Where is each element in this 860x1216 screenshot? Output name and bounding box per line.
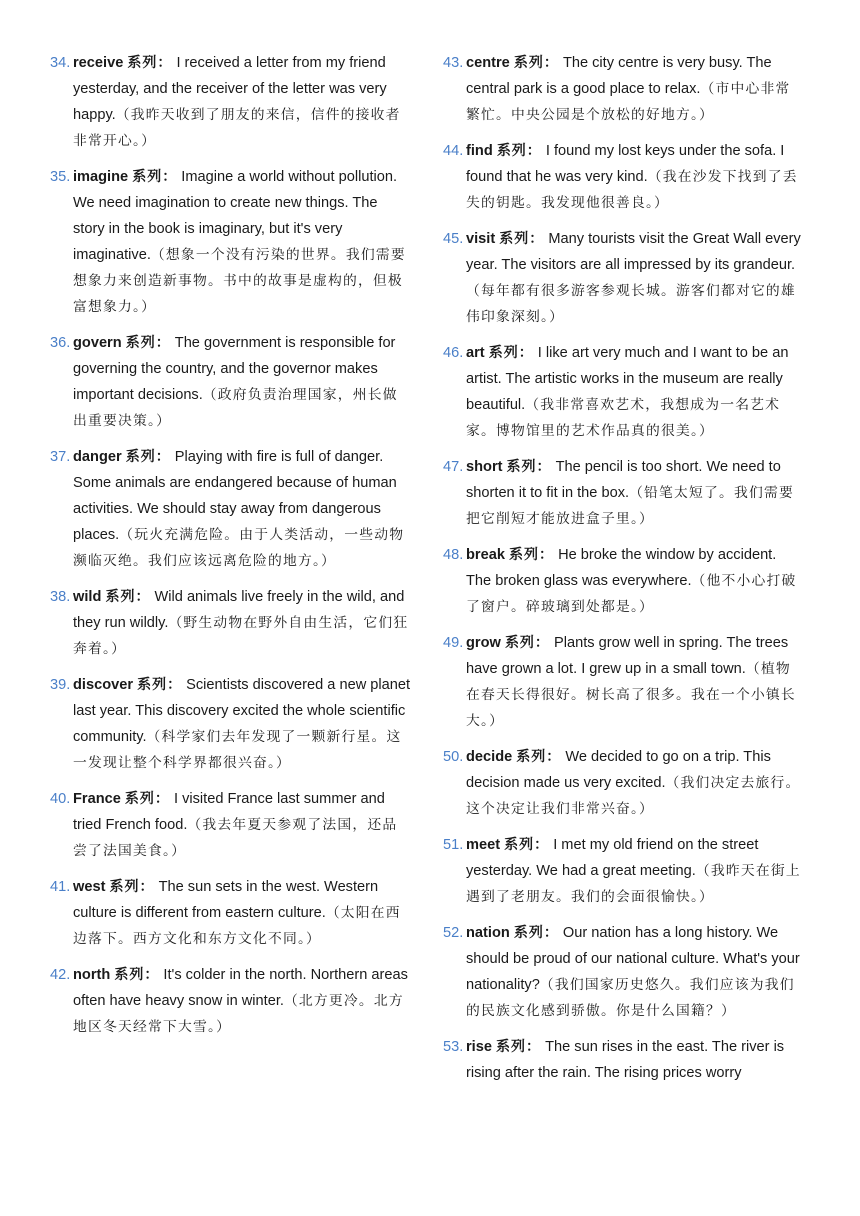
english-example: The government is responsible for governing the country, and the governor makes important decisions. <box>73 335 396 403</box>
vocab-entry <box>443 340 804 444</box>
chinese-translation: （我昨天在街上遇到了老朋友。我们的会面很愉快。） <box>466 863 801 905</box>
chinese-translation: （玩火充满危险。由于人类活动，一些动物濒临灭绝。我们应该远离危险的地方。） <box>73 527 405 569</box>
vocab-entry <box>50 50 411 154</box>
entry-word: break <box>466 547 505 563</box>
chinese-translation: （每年都有很多游客参观长城。游客们都对它的雄伟印象深刻。） <box>466 283 796 325</box>
entry-word: receive <box>73 55 124 71</box>
series-label: 系列： <box>125 335 171 351</box>
entry-word: wild <box>73 589 102 605</box>
vocab-entry <box>50 444 411 574</box>
entry-number: 44. <box>443 143 464 159</box>
chinese-translation: （野生动物在野外自由生活，它们狂奔着。） <box>73 615 409 657</box>
vocab-entry <box>50 164 411 320</box>
entry-word: grow <box>466 635 501 651</box>
chinese-translation: （市中心非常繁忙。中央公园是个放松的好地方。） <box>466 81 791 123</box>
entry-number: 38. <box>50 589 71 605</box>
chinese-translation: （他不小心打破了窗户。碎玻璃到处都是。） <box>466 573 797 615</box>
chinese-translation: （想象一个没有污染的世界。我们需要想象力来创造新事物。书中的故事是虚构的，但极富想象力。） <box>73 247 406 315</box>
entry-number: 43. <box>443 55 464 71</box>
vocab-entry <box>50 330 411 434</box>
english-example: I like art very much and I want to be an artist. The artistic works in the museum are really beautiful. <box>466 345 789 413</box>
entry-number: 52. <box>443 925 464 941</box>
entry-number: 46. <box>443 345 464 361</box>
series-label: 系列： <box>513 925 559 941</box>
vocab-entry <box>443 50 804 128</box>
series-label: 系列： <box>132 169 178 185</box>
vocab-entry <box>50 874 411 952</box>
english-example: Playing with fire is full of danger. Some animals are endangered because of human activities. We should stay away from dangerous places. <box>73 449 397 543</box>
english-example: Imagine a world without pollution. We need imagination to create new things. The story in the book is imaginary, but it's very imaginative. <box>73 169 398 263</box>
vocab-entry <box>50 962 411 1040</box>
english-example: The city centre is very busy. The central park is a good place to relax. <box>466 55 772 97</box>
entry-word: rise <box>466 1039 492 1055</box>
vocab-entry <box>443 920 804 1024</box>
english-example: Scientists discovered a new planet last year. This discovery excited the whole scientific community. <box>73 677 411 745</box>
vocab-entry <box>50 672 411 776</box>
chinese-translation: （北方更冷。北方地区冬天经常下大雪。） <box>73 993 404 1035</box>
chinese-translation: （太阳在西边落下。西方文化和东方文化不同。） <box>73 905 401 947</box>
entry-word: north <box>73 967 111 983</box>
entry-number: 42. <box>50 967 71 983</box>
vocab-entry <box>443 744 804 822</box>
series-label: 系列： <box>499 231 545 247</box>
entry-word: imagine <box>73 169 129 185</box>
entry-word: govern <box>73 335 122 351</box>
entry-number: 47. <box>443 459 464 475</box>
entry-number: 39. <box>50 677 71 693</box>
english-example: Wild animals live freely in the wild, and they run wildly. <box>73 589 405 631</box>
entry-word: short <box>466 459 503 475</box>
chinese-translation: （植物在春天长得很好。树长高了很多。我在一个小镇长大。） <box>466 661 796 729</box>
entry-word: visit <box>466 231 496 247</box>
left-column <box>50 50 411 1216</box>
series-label: 系列： <box>488 345 534 361</box>
english-example: Many tourists visit the Great Wall every year. The visitors are all impressed by its grandeur. <box>466 231 801 273</box>
english-example: I received a letter from my friend yesterday, and the receiver of the letter was very happy. <box>73 55 387 123</box>
series-label: 系列： <box>496 143 542 159</box>
english-example: I found my lost keys under the sofa. I found that he was very kind. <box>466 143 785 185</box>
vocab-entry <box>443 138 804 216</box>
chinese-translation: （我们决定去旅行。这个决定让我们非常兴奋。） <box>466 775 801 817</box>
entry-number: 50. <box>443 749 464 765</box>
chinese-translation: （政府负责治理国家，州长做出重要决策。） <box>73 387 398 429</box>
entry-word: west <box>73 879 106 895</box>
entry-word: meet <box>466 837 501 853</box>
series-label: 系列： <box>496 1039 542 1055</box>
entry-word: art <box>466 345 485 361</box>
vocab-entry <box>50 786 411 864</box>
entry-word: find <box>466 143 493 159</box>
english-example: Plants grow well in spring. The trees have grown a lot. I grew up in a small town. <box>466 635 789 677</box>
vocab-entry <box>443 630 804 734</box>
series-label: 系列： <box>127 55 173 71</box>
entry-number: 40. <box>50 791 71 807</box>
entry-word: danger <box>73 449 122 465</box>
vocab-entry <box>443 1034 804 1086</box>
entry-number: 45. <box>443 231 464 247</box>
series-label: 系列： <box>137 677 183 693</box>
vocab-entry <box>443 454 804 532</box>
entry-word: France <box>73 791 121 807</box>
entry-number: 48. <box>443 547 464 563</box>
vocab-entry <box>443 542 804 620</box>
english-example: The sun sets in the west. Western culture is different from eastern culture. <box>73 879 379 921</box>
chinese-translation: （我昨天收到了朋友的来信，信件的接收者非常开心。） <box>73 107 401 149</box>
series-label: 系列： <box>516 749 562 765</box>
english-example: Our nation has a long history. We should be proud of our national culture. What's your nationality? <box>466 925 800 993</box>
english-example: He broke the window by accident. The broken glass was everywhere. <box>466 547 777 589</box>
entry-word: decide <box>466 749 513 765</box>
english-example: I visited France last summer and tried French food. <box>73 791 385 833</box>
entry-number: 51. <box>443 837 464 853</box>
series-label: 系列： <box>506 459 552 475</box>
right-column <box>443 50 804 1216</box>
chinese-translation: （我在沙发下找到了丢失的钥匙。我发现他很善良。） <box>466 169 798 211</box>
chinese-translation: （我去年夏天参观了法国，还品尝了法国美食。） <box>73 817 398 859</box>
entry-number: 36. <box>50 335 71 351</box>
series-label: 系列： <box>509 547 555 563</box>
chinese-translation: （铅笔太短了。我们需要把它削短才能放进盒子里。） <box>466 485 795 527</box>
chinese-translation: （我们国家历史悠久。我们应该为我们的民族文化感到骄傲。你是什么国籍？） <box>466 977 795 1019</box>
series-label: 系列： <box>109 879 155 895</box>
english-example: The sun rises in the east. The river is rising after the rain. The rising prices worry <box>466 1039 785 1081</box>
series-label: 系列： <box>114 967 160 983</box>
vocab-entry <box>443 832 804 910</box>
series-label: 系列： <box>124 791 170 807</box>
chinese-translation: （我非常喜欢艺术，我想成为一名艺术家。博物馆里的艺术作品真的很美。） <box>466 397 781 439</box>
entry-word: nation <box>466 925 510 941</box>
entry-number: 49. <box>443 635 464 651</box>
chinese-translation: （科学家们去年发现了一颗新行星。这一发现让整个科学界都很兴奋。） <box>73 729 402 771</box>
entry-number: 37. <box>50 449 71 465</box>
entry-word: discover <box>73 677 134 693</box>
english-example: The pencil is too short. We need to shorten it to fit in the box. <box>466 459 781 501</box>
series-label: 系列： <box>504 635 550 651</box>
series-label: 系列： <box>125 449 171 465</box>
entry-number: 34. <box>50 55 71 71</box>
vocab-entry <box>50 584 411 662</box>
english-example: I met my old friend on the street yesterday. We had a great meeting. <box>466 837 759 879</box>
entry-word: centre <box>466 55 510 71</box>
series-label: 系列： <box>504 837 550 853</box>
entry-number: 35. <box>50 169 71 185</box>
series-label: 系列： <box>513 55 559 71</box>
series-label: 系列： <box>105 589 151 605</box>
vocab-entry <box>443 226 804 330</box>
entry-number: 53. <box>443 1039 464 1055</box>
english-example: It's colder in the north. Northern areas often have heavy snow in winter. <box>73 967 408 1009</box>
english-example: We decided to go on a trip. This decision made us very excited. <box>466 749 771 791</box>
entry-number: 41. <box>50 879 71 895</box>
